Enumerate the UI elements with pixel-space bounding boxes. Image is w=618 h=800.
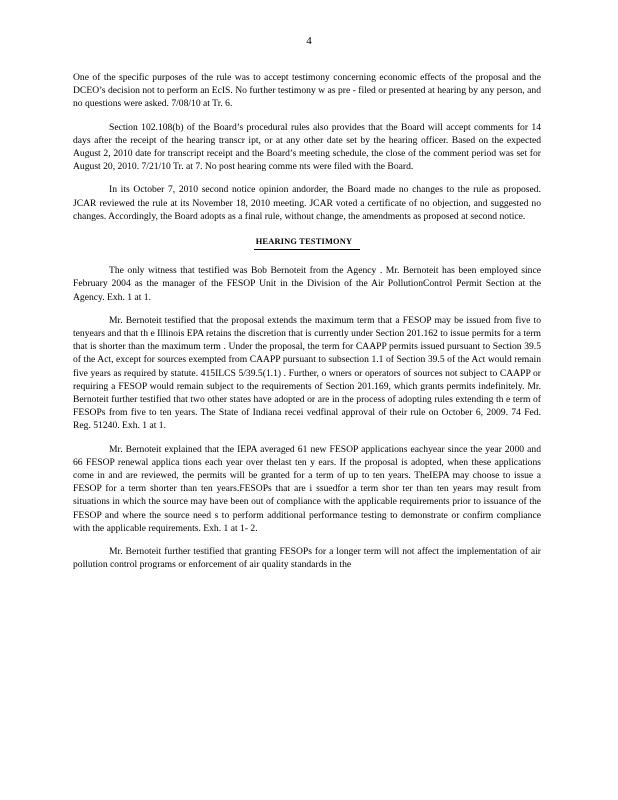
paragraph-applications: Mr. Bernoteit explained that the IEPA averaged 61 new FESOP applications eachyear since the year 2000 and 66 FESOP renewal applica tions each year over thelast ten y ears. If the proposal is adopted, when these applications come in and are reviewed, the permits will be granted for a term of up to ten years. TheIEPA may choose to issue a FESOP for a term shorter than ten years.FESOPs that are i ssuedfor a term shor ter than ten years may result from situations in which the source may have been out of compliance with the applicable requirements prior to issuance of the FESOP and where the source need s to perform additional performance testing to demonstrate or confirm compliance with the applicable requirements. Exh. 1 at 1- 2. [73, 443, 541, 534]
paragraph-proposal-term: Mr. Bernoteit testified that the proposal extends the maximum term that a FESOP may be issued from five to tenyears and that th e Illinois EPA retains the discretion that is currently under Section 201.162 to issue permits for a term that is shorter than the maximum term . Under the proposal, the term for CAAPP permits issued pursuant to Section 39.5 of the Act, except for sources exempted from CAAPP pursuant to subsection 1.1 of Section 39.5 of the Act would remain five years as required by statute. 415ILCS 5/39.5(1.1) . Further, o wners or operators of sources not subject to CAAPP or requiring a FESOP would remain subject to the requirements of Section 201.169, which grants permits indefinitely. Mr. Bernoteit further testified that two other states have adopted or are in the process of adopting rules extending th e term of FESOPs from five to ten years. The State of Indiana recei vedfinal approval of their rule on October 6, 2009. 74 Fed. Reg. 51240. Exh. 1 at 1. [73, 314, 541, 432]
paragraph-longer-term: Mr. Bernoteit further testified that granting FESOPs for a longer term will not affect the implementation of air pollution control programs or enforcement of air quality standards in the [73, 546, 541, 571]
page-number: 4 [306, 35, 312, 47]
paragraph-economic-effects: One of the specific purposes of the rule was to accept testimony concerning economic effects of the proposal and the DCEO’s decision not to perform an EcIS. No further testimony w as pre - filed or presented at hearing by any person, and no questions were asked. 7/08/10 at Tr. 6. [73, 72, 541, 110]
paragraph-comment-period: Section 102.108(b) of the Board’s procedural rules also provides that the Board will accept comments for 14 days after the receipt of the hearing transcr ipt, or at any other date set by the hearing officer. Based on the expected August 2, 2010 date for transcript receipt and the Board’s meeting schedule, the close of the comment period was set for August 20, 2010. 7/21/10 Tr. at 7. No post hearing comme nts were filed with the Board. [73, 121, 541, 173]
paragraph-witness: The only witness that testified was Bob Bernoteit from the Agency . Mr. Bernoteit has been employed since February 2004 as the manager of the FESOP Unit in the Division of the Air PollutionControl Permit Section at the Agency. Exh. 1 at 1. [73, 265, 541, 303]
paragraph-second-notice: In its October 7, 2010 second notice opinion andorder, the Board made no changes to the rule as proposed. JCAR reviewed the rule at its November 18, 2010 meeting. JCAR voted a certificate of no objection, and suggested no changes. Accordingly, the Board adopts as a final rule, without change, the amendments as proposed at second notice. [73, 184, 541, 222]
document-body [73, 71, 541, 572]
section-heading-text: HEARING TESTIMONY [254, 235, 361, 250]
section-heading [73, 235, 541, 250]
